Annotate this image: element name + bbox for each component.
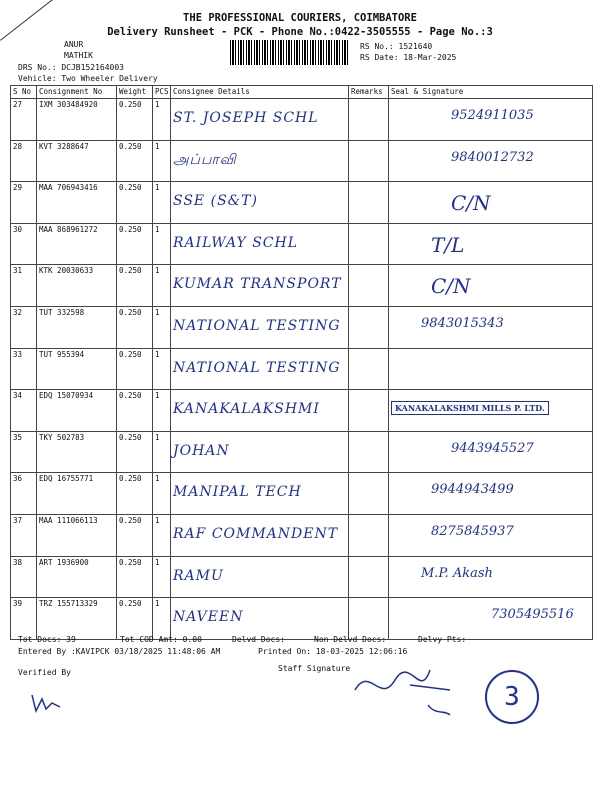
cell-sno: 36 [11,473,37,515]
cell-consignment-no: EDQ 15070934 [37,390,117,432]
cell-weight: 0.250 [117,182,153,224]
table-row [11,182,593,224]
table-row [11,223,593,265]
cell-weight: 0.250 [117,556,153,598]
cell-consignment-no: MAA 111066113 [37,514,117,556]
cell-consignee [171,265,349,307]
cell-signature [389,306,593,348]
cell-pcs: 1 [153,99,171,141]
cell-signature [389,556,593,598]
cell-remarks [349,390,389,432]
table-row [11,514,593,556]
cell-signature [389,223,593,265]
table-row [11,473,593,515]
cell-remarks [349,473,389,515]
total-cod-amount: Tot COD Amt: 0.00 [120,635,202,644]
table-row [11,390,593,432]
cell-consignment-no: ART 1936900 [37,556,117,598]
cell-consignee [171,598,349,640]
table-row [11,265,593,307]
table-row [11,306,593,348]
runsheet-subtitle: Delivery Runsheet - PCK - Phone No.:0422-3505555 - Page No.:3 [107,26,493,38]
delivered-docs: Delvd Docs: [232,635,285,644]
handwritten-consignee: MANIPAL TECH [173,484,302,501]
col-header-seal-signature: Seal & Signature [389,86,593,99]
handwritten-signature: 8275845937 [431,523,514,539]
cell-weight: 0.250 [117,223,153,265]
cell-remarks [349,556,389,598]
cell-sno: 38 [11,556,37,598]
cell-consignee [171,306,349,348]
handwritten-signature: 9524911035 [451,108,534,123]
cell-consignment-no: EDQ 16755771 [37,473,117,515]
handwritten-consignee: NATIONAL TESTING [173,317,341,334]
cell-sno: 29 [11,182,37,224]
printed-on: Printed On: 18-03-2025 12:06:16 [258,647,408,656]
cell-consignee [171,99,349,141]
table-row [11,348,593,390]
cell-signature [389,182,593,224]
handwritten-signature: 9840012732 [451,149,534,165]
table-row [11,99,593,141]
cell-consignment-no: TUT 955394 [37,348,117,390]
cell-signature [389,265,593,307]
cell-sno: 31 [11,265,37,307]
handwritten-signature: T/L [431,232,465,257]
staff-signature-scribble [350,660,460,720]
cell-sno: 39 [11,598,37,640]
handwritten-consignee: RAMU [173,567,224,584]
runsheet-table [10,85,593,640]
vehicle-type: Vehicle: Two Wheeler Delivery [18,74,158,83]
handwritten-consignee: RAF COMMANDENT [173,525,339,542]
cell-consignment-no: KTK 20030633 [37,265,117,307]
cell-remarks [349,348,389,390]
cell-consignment-no: KVT 3288647 [37,140,117,182]
drs-number: DRS No.: DCJB152164003 [18,63,124,72]
cell-sno: 28 [11,140,37,182]
handwritten-consignee: NAVEEN [173,609,244,626]
col-header-consignment: Consignment No [37,86,117,99]
cell-weight: 0.250 [117,348,153,390]
cell-remarks [349,223,389,265]
page-number-circle: 3 [485,670,539,724]
non-delivered-docs: Non Delvd Docs: [314,635,387,644]
company-stamp: KANAKALAKSHMI MILLS P. LTD. [391,401,549,415]
table-header-row [11,86,593,99]
handwritten-consignee: RAILWAY SCHL [173,234,298,251]
cell-pcs: 1 [153,223,171,265]
cell-weight: 0.250 [117,598,153,640]
cell-signature [389,473,593,515]
cell-pcs: 1 [153,348,171,390]
cell-consignment-no: MAA 706943416 [37,182,117,224]
cell-remarks [349,306,389,348]
cell-signature [389,99,593,141]
total-docs: Tot Docs: 39 [18,635,76,644]
cell-consignment-no: TUT 332598 [37,306,117,348]
entered-by: Entered By :KAVIPCK 03/18/2025 11:48:06 AM [18,647,221,656]
cell-remarks [349,431,389,473]
cell-consignee [171,431,349,473]
table-row [11,140,593,182]
cell-consignee [171,390,349,432]
company-title: THE PROFESSIONAL COURIERS, COIMBATORE [183,12,417,24]
cell-sno: 32 [11,306,37,348]
cell-consignment-no: MAA 868961272 [37,223,117,265]
cell-signature [389,514,593,556]
cell-remarks [349,265,389,307]
cell-sno: 27 [11,99,37,141]
cell-sno: 37 [11,514,37,556]
cell-consignee [171,348,349,390]
rs-date: RS Date: 18-Mar-2025 [360,53,457,62]
handwritten-signature: 9443945527 [451,440,534,456]
cell-pcs: 1 [153,431,171,473]
handwritten-signature: M.P. Akash [421,565,493,581]
cell-weight: 0.250 [117,431,153,473]
cell-pcs: 1 [153,265,171,307]
cell-pcs: 1 [153,140,171,182]
cell-sno: 35 [11,431,37,473]
cell-consignee [171,514,349,556]
cell-consignment-no: TKY 502783 [37,431,117,473]
cell-consignee [171,223,349,265]
handwritten-consignee: அப்பாவி [173,151,237,168]
table-row [11,556,593,598]
cell-pcs: 1 [153,598,171,640]
table-row [11,598,593,640]
cell-pcs: 1 [153,514,171,556]
handwritten-consignee: ST. JOSEPH SCHL [173,110,319,126]
cell-signature [389,348,593,390]
rs-number: RS No.: 1521640 [360,42,433,51]
handwritten-signature: C/N [451,191,491,216]
header-left-line1: ANUR [64,40,84,49]
cell-signature [389,598,593,640]
header-left-line2: MATHIK [64,51,93,60]
cell-weight: 0.250 [117,306,153,348]
handwritten-signature: 7305495516 [491,607,574,623]
handwritten-signature: 9944943499 [431,482,514,498]
cell-remarks [349,514,389,556]
col-header-consignee: Consignee Details [171,86,349,99]
handwritten-consignee: NATIONAL TESTING [173,359,341,376]
cell-consignee [171,473,349,515]
table-row [11,431,593,473]
cell-remarks [349,99,389,141]
cell-consignment-no: IXM 303484920 [37,99,117,141]
cell-remarks [349,140,389,182]
delivery-points: Delvy Pts: [418,635,467,644]
cell-consignment-no: TRZ 155713329 [37,598,117,640]
cell-pcs: 1 [153,556,171,598]
cell-pcs: 1 [153,182,171,224]
cell-pcs: 1 [153,306,171,348]
barcode-image [230,40,350,65]
cell-consignee [171,556,349,598]
cell-signature [389,390,593,432]
handwritten-consignee: SSE (S&T) [173,193,258,210]
cell-weight: 0.250 [117,140,153,182]
col-header-weight: Weight [117,86,153,99]
col-header-remarks: Remarks [349,86,389,99]
cell-weight: 0.250 [117,99,153,141]
cell-weight: 0.250 [117,390,153,432]
cell-signature [389,140,593,182]
cell-pcs: 1 [153,390,171,432]
verified-by-label: Verified By [18,668,71,677]
cell-consignee [171,140,349,182]
cell-weight: 0.250 [117,473,153,515]
col-header-sno: S No [11,86,37,99]
cell-signature [389,431,593,473]
handwritten-consignee: KANAKALAKSHMI [173,401,320,418]
cell-sno: 34 [11,390,37,432]
cell-remarks [349,182,389,224]
handwritten-signature: 9843015343 [421,315,504,331]
cell-remarks [349,598,389,640]
col-header-pcs: PCS [153,86,171,99]
cell-sno: 33 [11,348,37,390]
staff-signature-label: Staff Signature [278,664,351,673]
cell-weight: 0.250 [117,265,153,307]
handwritten-consignee: KUMAR TRANSPORT [173,276,342,293]
handwritten-signature: C/N [431,274,471,299]
cell-consignee [171,182,349,224]
cell-sno: 30 [11,223,37,265]
handwritten-consignee: JOHAN [173,442,230,459]
verifier-signature-scribble [30,685,70,715]
cell-pcs: 1 [153,473,171,515]
cell-weight: 0.250 [117,514,153,556]
